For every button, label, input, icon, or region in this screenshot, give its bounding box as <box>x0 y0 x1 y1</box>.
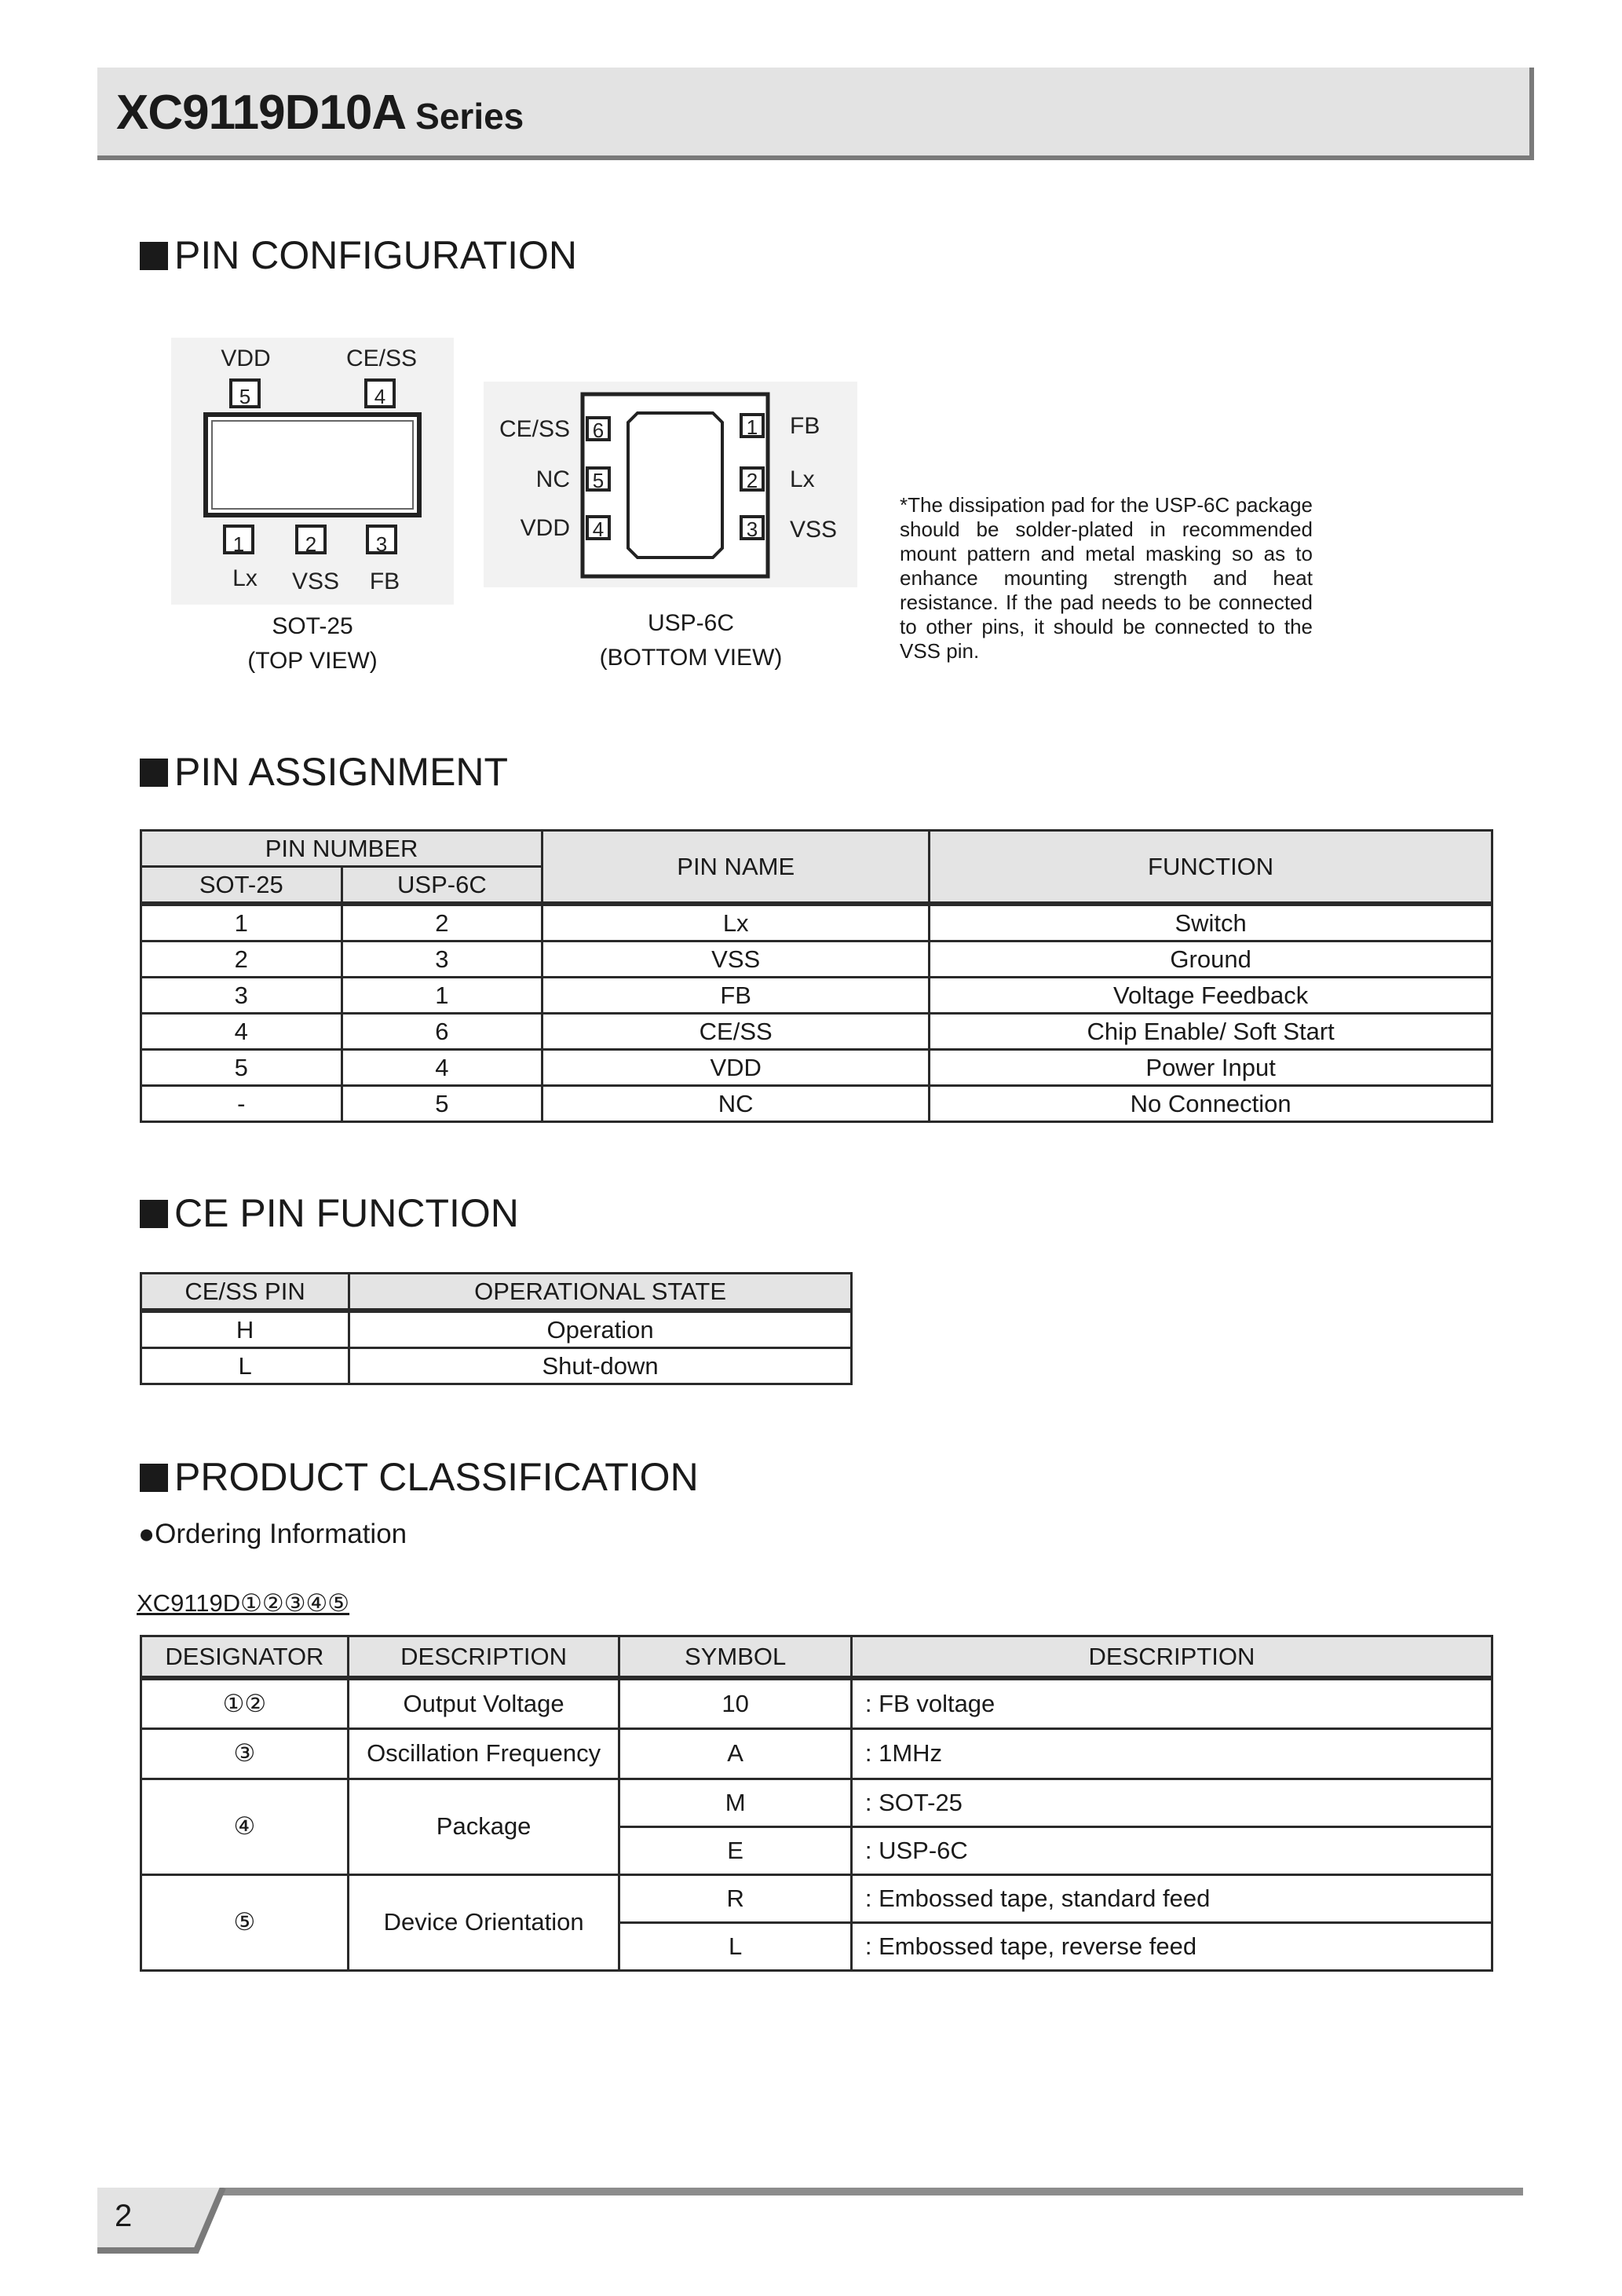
cell-description-2: : Embossed tape, reverse feed <box>851 1922 1492 1970</box>
section-pin-assignment <box>140 749 508 795</box>
header-symbol: SYMBOL <box>619 1636 851 1679</box>
bullet-dot-icon: ● <box>138 1519 155 1549</box>
page-header <box>97 68 1534 160</box>
cell-sot: 5 <box>141 1050 342 1086</box>
cell-description-2: : SOT-25 <box>851 1779 1492 1826</box>
square-bullet-icon <box>140 1200 168 1228</box>
cell-sot: - <box>141 1086 342 1122</box>
cell-symbol: E <box>619 1826 851 1874</box>
cell-designator: ④ <box>141 1779 349 1874</box>
sot25-pin3-num: 3 <box>375 532 388 556</box>
sot25-caption <box>171 609 454 678</box>
cell-sot: 1 <box>141 904 342 941</box>
usp6c-label-cess: CE/SS <box>499 416 570 442</box>
square-bullet-icon <box>140 1464 168 1492</box>
header-pin-name: PIN NAME <box>542 831 930 905</box>
table-row <box>141 1348 852 1384</box>
table-header-row <box>141 1636 1492 1679</box>
usp6c-label-vdd: VDD <box>520 515 570 541</box>
sot25-diagram <box>171 338 454 605</box>
cell-sot: 2 <box>141 941 342 978</box>
cell-function: Voltage Feedback <box>930 978 1492 1014</box>
table-row <box>141 1728 1492 1779</box>
usp6c-label-fb: FB <box>790 413 820 439</box>
sot25-body <box>206 415 419 515</box>
section-title: PRODUCT CLASSIFICATION <box>174 1455 699 1499</box>
header-description: DESCRIPTION <box>348 1636 619 1679</box>
cell-function: No Connection <box>930 1086 1492 1122</box>
table-row <box>141 1050 1492 1086</box>
cell-usp: 2 <box>342 904 542 941</box>
cell-sot: 4 <box>141 1014 342 1050</box>
section-title: PIN ASSIGNMENT <box>174 750 509 794</box>
cell-usp: 1 <box>342 978 542 1014</box>
square-bullet-icon <box>140 759 168 787</box>
square-bullet-icon <box>140 242 168 270</box>
cell-usp: 4 <box>342 1050 542 1086</box>
table-row <box>141 1014 1492 1050</box>
cell-function: Power Input <box>930 1050 1492 1086</box>
sot25-label-vss: VSS <box>291 569 340 594</box>
cell-symbol: L <box>619 1922 851 1970</box>
cell-symbol: A <box>619 1728 851 1779</box>
sot25-label-lx: Lx <box>232 565 258 591</box>
ordering-info-heading <box>138 1519 407 1550</box>
cell-pin: L <box>141 1348 349 1384</box>
cell-description: Package <box>348 1779 619 1874</box>
ce-pin-table <box>140 1272 853 1385</box>
table-row <box>141 904 1492 941</box>
sot25-pin4-num: 4 <box>374 385 386 408</box>
table-header-row <box>141 1274 852 1311</box>
document-subtitle: Series <box>415 96 524 137</box>
cell-description: Output Voltage <box>348 1678 619 1728</box>
header-designator: DESIGNATOR <box>141 1636 349 1679</box>
cell-description-2: : FB voltage <box>851 1678 1492 1728</box>
header-function: FUNCTION <box>930 831 1492 905</box>
cell-state: Shut-down <box>349 1348 852 1384</box>
table-row <box>141 1779 1492 1826</box>
usp6c-label-vss: VSS <box>790 517 838 543</box>
cell-state: Operation <box>349 1311 852 1348</box>
header-pin-number: PIN NUMBER <box>141 831 542 867</box>
table-row <box>141 1086 1492 1122</box>
footer-rule <box>204 2188 1523 2195</box>
cell-description-2: : USP-6C <box>851 1826 1492 1874</box>
product-classification-table <box>140 1635 1493 1972</box>
sot25-pin1-num: 1 <box>232 532 245 556</box>
cell-designator: ③ <box>141 1728 349 1779</box>
usp6c-caption-line2: (BOTTOM VIEW) <box>599 645 783 671</box>
header-operational-state: OPERATIONAL STATE <box>349 1274 852 1311</box>
dissipation-pad-note: *The dissipation pad for the USP-6C package should be solder-plated in recommended mount pattern and metal masking so as to enhance mounting strength and heat resistance. If the pad needs to be connected to other pins, it should be connected to the VSS pin. <box>900 493 1313 663</box>
cell-description: Oscillation Frequency <box>348 1728 619 1779</box>
cell-usp: 6 <box>342 1014 542 1050</box>
cell-name: Lx <box>542 904 930 941</box>
cell-description: Device Orientation <box>348 1874 619 1970</box>
cell-usp: 5 <box>342 1086 542 1122</box>
usp6c-label-nc: NC <box>535 466 570 492</box>
cell-function: Ground <box>930 941 1492 978</box>
section-title: CE PIN FUNCTION <box>174 1191 519 1235</box>
cell-name: CE/SS <box>542 1014 930 1050</box>
cell-symbol: 10 <box>619 1678 851 1728</box>
cell-symbol: M <box>619 1779 851 1826</box>
sot25-pin5-num: 5 <box>239 385 251 408</box>
section-pin-configuration <box>140 232 577 278</box>
ordering-code: XC9119D①②③④⑤ <box>137 1589 350 1617</box>
document-title: XC9119D10A <box>116 86 407 140</box>
usp6c-pin1-num: 1 <box>746 415 758 439</box>
sot25-label-cess: CE/SS <box>345 345 418 371</box>
cell-name: VSS <box>542 941 930 978</box>
header-usp6c: USP-6C <box>342 867 542 905</box>
usp6c-caption-line1: USP-6C <box>647 610 735 636</box>
sot25-caption-line2: (TOP VIEW) <box>247 648 378 674</box>
cell-designator: ①② <box>141 1678 349 1728</box>
cell-function: Switch <box>930 904 1492 941</box>
table-header-row <box>141 831 1492 867</box>
header-sot25: SOT-25 <box>141 867 342 905</box>
ordering-info-label: Ordering Information <box>155 1519 407 1549</box>
usp6c-pin3-num: 3 <box>746 517 758 541</box>
sot25-label-vdd: VDD <box>221 345 271 371</box>
cell-sot: 3 <box>141 978 342 1014</box>
pin-assignment-table <box>140 829 1493 1123</box>
header-title-block <box>116 85 524 141</box>
cell-name: NC <box>542 1086 930 1122</box>
cell-symbol: R <box>619 1874 851 1922</box>
header-cess-pin: CE/SS PIN <box>141 1274 349 1311</box>
header-description-2: DESCRIPTION <box>851 1636 1492 1679</box>
cell-pin: H <box>141 1311 349 1348</box>
table-row <box>141 1678 1492 1728</box>
section-product-classification <box>140 1454 699 1500</box>
section-ce-pin-function <box>140 1190 519 1236</box>
cell-function: Chip Enable/ Soft Start <box>930 1014 1492 1050</box>
section-title: PIN CONFIGURATION <box>174 233 577 277</box>
usp6c-caption <box>581 606 801 675</box>
usp6c-pin6-num: 6 <box>592 419 605 442</box>
cell-name: VDD <box>542 1050 930 1086</box>
usp6c-pad <box>628 413 722 558</box>
usp6c-pin5-num: 5 <box>592 469 605 492</box>
table-row <box>141 941 1492 978</box>
usp6c-label-lx: Lx <box>790 466 815 492</box>
usp6c-pin4-num: 4 <box>592 517 605 541</box>
page-number: 2 <box>115 2199 133 2233</box>
usp6c-diagram <box>484 382 857 587</box>
cell-usp: 3 <box>342 941 542 978</box>
table-row <box>141 978 1492 1014</box>
sot25-label-fb: FB <box>369 569 400 594</box>
table-row <box>141 1311 852 1348</box>
table-row <box>141 1874 1492 1922</box>
usp6c-pin2-num: 2 <box>746 469 758 492</box>
cell-name: FB <box>542 978 930 1014</box>
cell-description-2: : 1MHz <box>851 1728 1492 1779</box>
cell-designator: ⑤ <box>141 1874 349 1970</box>
sot25-pin2-num: 2 <box>305 532 317 556</box>
sot25-caption-line1: SOT-25 <box>272 613 353 639</box>
cell-description-2: : Embossed tape, standard feed <box>851 1874 1492 1922</box>
